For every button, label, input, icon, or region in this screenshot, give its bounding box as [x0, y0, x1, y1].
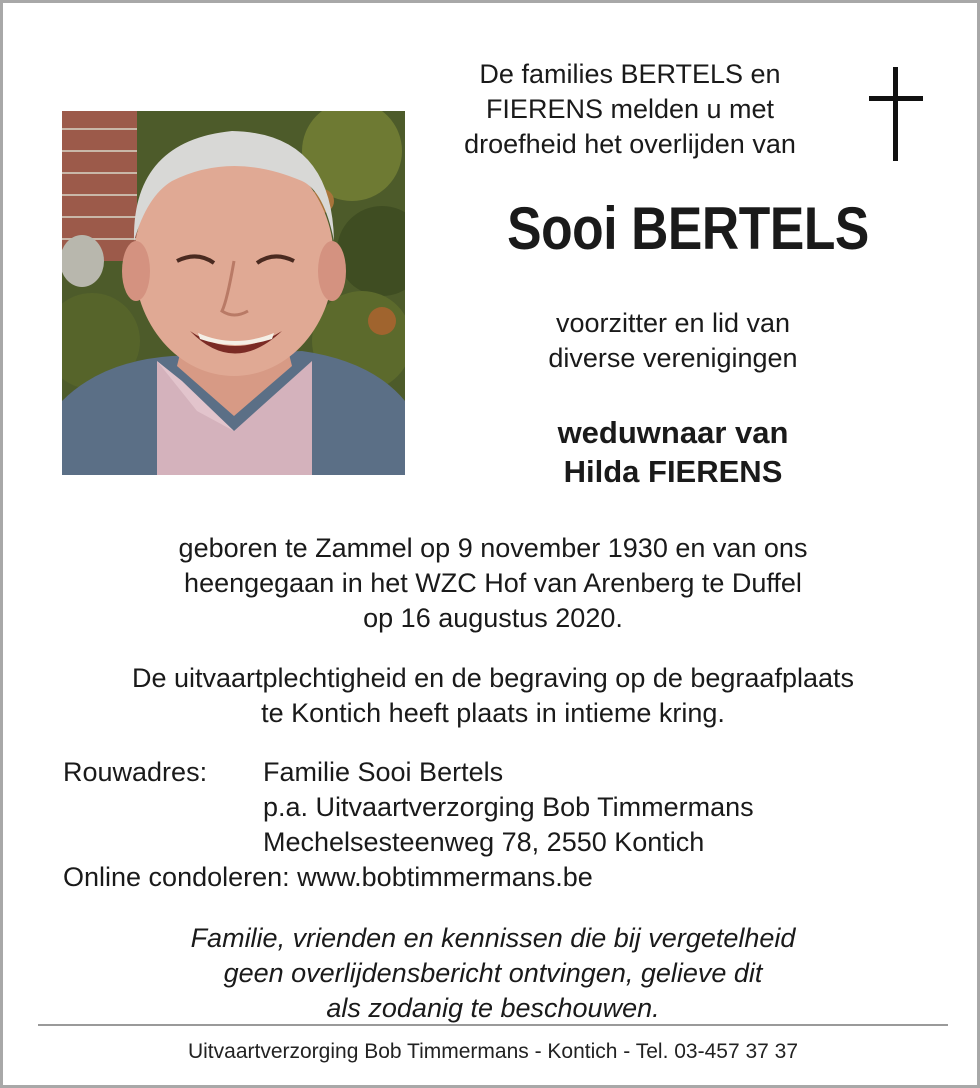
- role-line: diverse verenigingen: [548, 343, 798, 373]
- note-line: geen overlijdensbericht ontvingen, gelieve dit: [223, 958, 763, 988]
- role-line: voorzitter en lid van: [555, 308, 791, 338]
- funeral-line: De uitvaartplechtigheid en de begraving op de begraafplaats: [131, 663, 854, 693]
- footer-funeral-home: Uitvaartverzorging Bob Timmermans - Kontich - Tel. 03-457 37 37: [187, 1040, 799, 1063]
- intro-line: De families BERTELS en: [479, 59, 781, 89]
- divider: [38, 1024, 948, 1026]
- widow-line: weduwnaar van: [557, 415, 789, 450]
- intro-line: droefheid het overlijden van: [464, 129, 796, 159]
- address-line: p.a. Uitvaartverzorging Bob Timmermans: [263, 792, 754, 822]
- online-condolence: Online condoleren: www.bobtimmermans.be: [63, 862, 593, 892]
- birth-death-line: geboren te Zammel op 9 november 1930 en van ons: [178, 533, 808, 563]
- widow-line: Hilda FIERENS: [563, 454, 783, 489]
- birth-death-line: op 16 augustus 2020.: [363, 603, 623, 633]
- note-line: als zodanig te beschouwen.: [326, 993, 660, 1023]
- notice-note: [43, 921, 943, 1026]
- address-line: Familie Sooi Bertels: [263, 757, 504, 787]
- note-line: Familie, vrienden en kennissen die bij vergetelheid: [190, 923, 796, 953]
- funeral-text: [43, 661, 943, 731]
- intro-line: FIERENS melden u met: [485, 94, 775, 124]
- address-line: Mechelsesteenweg 78, 2550 Kontich: [263, 827, 705, 857]
- address-label: Rouwadres:: [63, 757, 208, 787]
- birth-death-text: [43, 531, 943, 636]
- condolence-address: [63, 755, 943, 895]
- widower-of: [473, 413, 873, 491]
- deceased-role: [473, 306, 873, 376]
- intro-text: [415, 57, 845, 162]
- deceased-name: Sooi BERTELS: [507, 195, 869, 262]
- funeral-line: te Kontich heeft plaats in intieme kring.: [261, 698, 725, 728]
- portrait-photo: [62, 111, 405, 475]
- cross-icon: [869, 67, 923, 161]
- birth-death-line: heengegaan in het WZC Hof van Arenberg te Duffel: [184, 568, 802, 598]
